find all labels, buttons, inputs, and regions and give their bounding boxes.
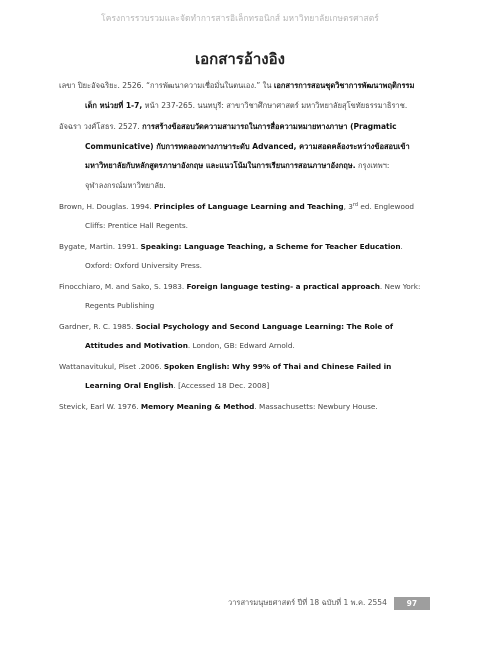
page-number-badge: 97: [394, 597, 430, 610]
reference-lead: Bygate, Martin. 1991.: [59, 242, 141, 251]
reference-source-title: เอกสารการสอนชุดวิชาการพัฒนาพฤติกรรมเด็ก หน่วยที่ 1-7,: [85, 81, 415, 110]
reference-tail: . Massachusetts: Newbury House.: [254, 402, 378, 411]
reference-source-title: Speaking: Language Teaching, a Scheme for Teacher Education: [140, 242, 401, 251]
reference-source-title: Social Psychology and Second Language Learning: The Role of Attitudes and Motivation: [85, 322, 394, 350]
reference-tail: กรุงเทพฯ: จุฬาลงกรณ์มหาวิทยาลัย.: [85, 161, 390, 190]
reference-tail: ed. Englewood Cliffs: Prentice Hall Regents.: [85, 202, 415, 230]
reference-list: [59, 76, 421, 418]
reference-tail: หน้า 237-265. นนทบุรี: สาขาวิชาศึกษาศาสตร์ มหาวิทยาลัยสุโขทัยธรรมาธิราช.: [142, 100, 408, 110]
reference-item: [59, 197, 421, 235]
reference-lead: Brown, H. Douglas. 1994.: [59, 202, 155, 211]
running-header: โครงการรวบรวมและจัดทำการสารอิเล็กทรอนิกส์ มหาวิทยาลัยเกษตรศาสตร์: [101, 13, 379, 23]
reference-source-title: Memory Meaning & Method: [140, 402, 255, 411]
reference-tail: . [Accessed 18 Dec. 2008]: [173, 381, 270, 390]
reference-lead: อัจฉรา วงศ์โสธร. 2527.: [59, 122, 143, 131]
reference-lead: Stevick, Earl W. 1976.: [59, 402, 141, 411]
reference-tail: . New York: Regents Publishing: [85, 282, 421, 310]
reference-source-title: Foreign language testing- a practical approach: [186, 282, 380, 291]
reference-superscript: rd: [352, 202, 359, 208]
reference-item: [59, 357, 421, 395]
reference-item: [59, 317, 421, 355]
reference-lead: Gardner, R. C. 1985.: [59, 322, 136, 331]
reference-mid: , 3: [343, 202, 353, 211]
reference-lead: Wattanavitukul, Piset .2006.: [59, 362, 164, 371]
reference-lead: เลขา ปิยะอัจฉริยะ. 2526. “การพัฒนาความเชื่อมั่นในตนเอง.” ใน: [59, 81, 274, 90]
page-title: เอกสารอ้างอิง: [195, 50, 285, 68]
reference-item: [59, 76, 421, 115]
reference-item: [59, 237, 421, 275]
reference-lead: Finocchiaro, M. and Sako, S. 1983.: [59, 282, 187, 291]
reference-source-title: Principles of Language Learning and Teaching: [154, 202, 344, 211]
reference-tail: . Oxford: Oxford University Press.: [85, 242, 403, 270]
reference-tail: . London, GB: Edward Arnold.: [187, 341, 295, 350]
footer-journal-info: วารสารมนุษยศาสตร์ ปีที่ 18 ฉบับที่ 1 พ.ค. 2554: [228, 598, 387, 607]
page-footer: [228, 596, 430, 610]
reference-item: [59, 117, 421, 195]
reference-source-title: การสร้างข้อสอบวัดความสามารถในการสื่อความหมายทางภาษา (Pragmatic Communicative) กับการทดลองทางภาษาระดับ Advanced, ความสอดคล้องระหว่างข้อสอบเข้ามหาวิทยาลัยกับหลักสูตรภาษาอังกฤษ และแนวโน้มในการเรียนการสอนภาษาอังกฤษ.: [85, 122, 410, 170]
reference-item: [59, 277, 421, 315]
reference-item: [59, 397, 421, 416]
reference-source-title: Spoken English: Why 99% of Thai and Chinese Failed in Learning Oral English: [85, 362, 392, 390]
